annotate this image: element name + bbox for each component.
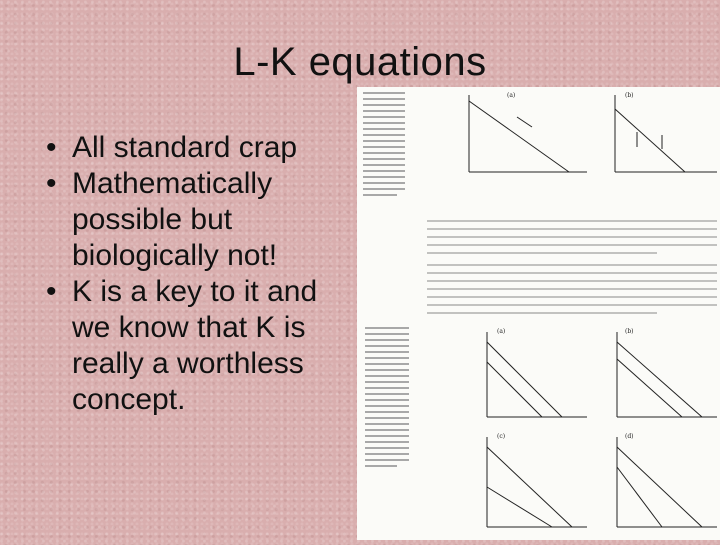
panel-label: (c) (497, 433, 506, 440)
isocline-plot-bottom-b (617, 332, 717, 417)
bullet-item: • K is a key to it and we know that K is really a worthless concept. (44, 274, 344, 418)
isocline-plot-b (615, 95, 717, 172)
figure-scan (357, 87, 720, 540)
panel-label: (b) (625, 92, 634, 99)
panel-label: (a) (507, 92, 516, 99)
textbook-figure-image (357, 87, 720, 540)
bullet-list (44, 130, 344, 418)
panel-label: (b) (625, 328, 634, 335)
bullet-item: • All standard crap (44, 130, 344, 166)
isocline-plot-a (469, 95, 587, 172)
isocline-plot-bottom-c (487, 437, 587, 527)
isocline-plot-bottom-a (487, 332, 587, 417)
isocline-plot-bottom-d (617, 437, 717, 527)
bullet-item: • Mathematically possible but biologically not! (44, 166, 344, 274)
body-text-block (427, 221, 717, 313)
panel-label: (d) (625, 433, 634, 440)
caption-text-block (365, 328, 409, 466)
caption-text-block (363, 93, 405, 195)
panel-label: (a) (497, 328, 506, 335)
slide-title: L-K equations (233, 40, 487, 84)
